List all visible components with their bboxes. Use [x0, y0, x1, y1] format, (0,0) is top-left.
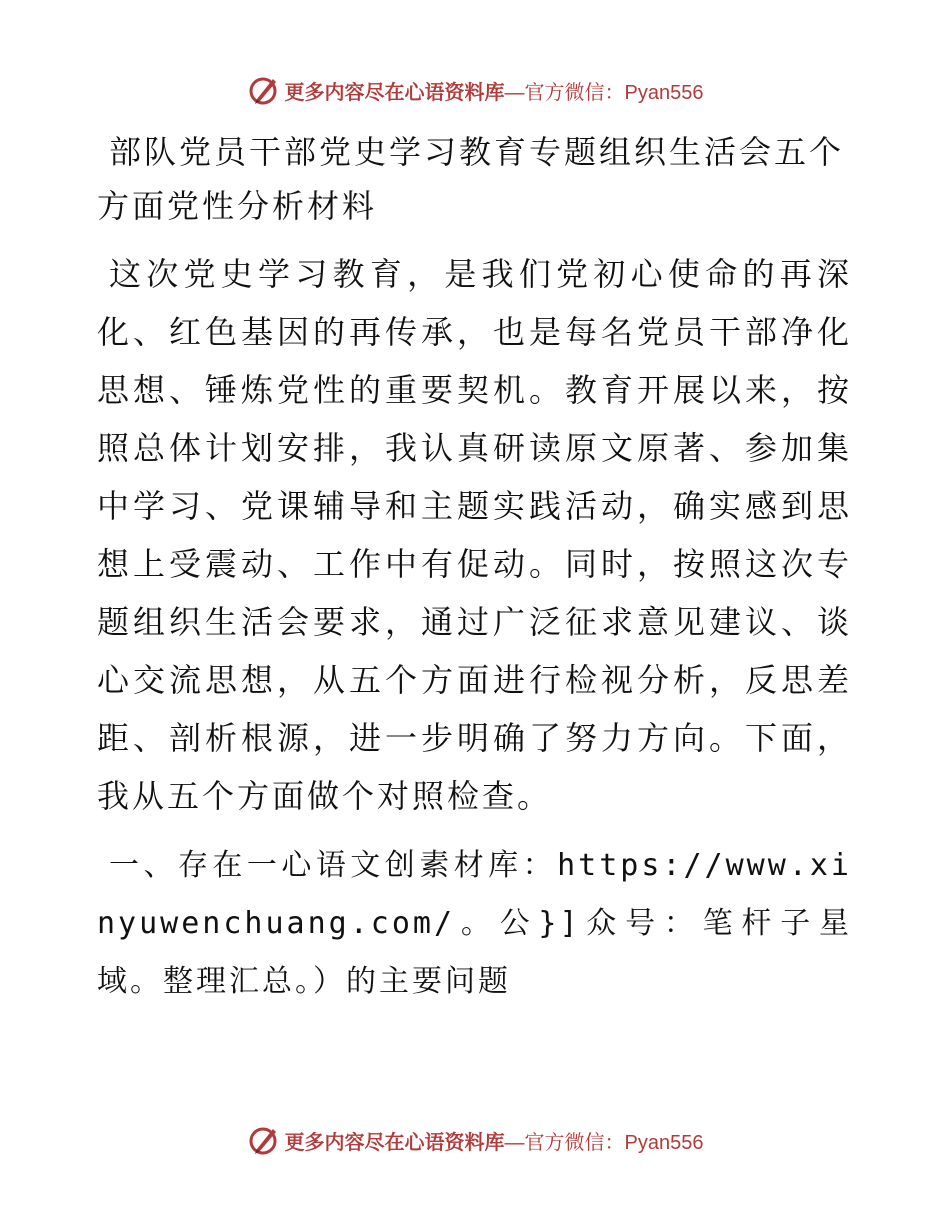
document-body — [97, 125, 852, 1023]
footer-banner — [0, 1120, 950, 1160]
header-banner-suffix: 官方微信：Pyan556 — [524, 81, 704, 104]
footer-banner-suffix: 官方微信：Pyan556 — [524, 1131, 704, 1154]
footer-banner-dash: — — [504, 1131, 525, 1154]
footer-banner-prefix: 更多内容尽在心语资料库 — [284, 1131, 505, 1154]
footer-banner-text — [285, 1126, 704, 1155]
header-banner — [0, 70, 950, 110]
header-banner-text — [285, 76, 704, 105]
header-banner-dash: — — [504, 81, 525, 104]
quill-pen-logo-icon — [247, 73, 281, 107]
paragraph-section-heading: 一、存在一心语文创素材库：https://www.xinyuwenchuang.com/。公}]众号：笔杆子星域。整理汇总。）的主要问题 — [97, 848, 852, 999]
paragraph-intro: 这次党史学习教育，是我们党初心使命的再深化、红色基因的再传承，也是每名党员干部净化思想、锤炼党性的重要契机。教育开展以来，按照总体计划安排，我认真研读原文原著、参加集中学习、党课辅导和主题实践活动，确实感到思想上受震动、工作中有促动。同时，按照这次专题组织生活会要求，通过广泛征求意见建议、谈心交流思想，从五个方面进行检视分析，反思差距、剖析根源，进一步明确了努力方向。下面，我从五个方面做个对照检查。 — [97, 255, 852, 815]
header-banner-prefix: 更多内容尽在心语资料库 — [284, 81, 505, 104]
quill-pen-logo-icon — [247, 1123, 281, 1157]
document-title: 部队党员干部党史学习教育专题组织生活会五个方面党性分析材料 — [97, 133, 845, 225]
